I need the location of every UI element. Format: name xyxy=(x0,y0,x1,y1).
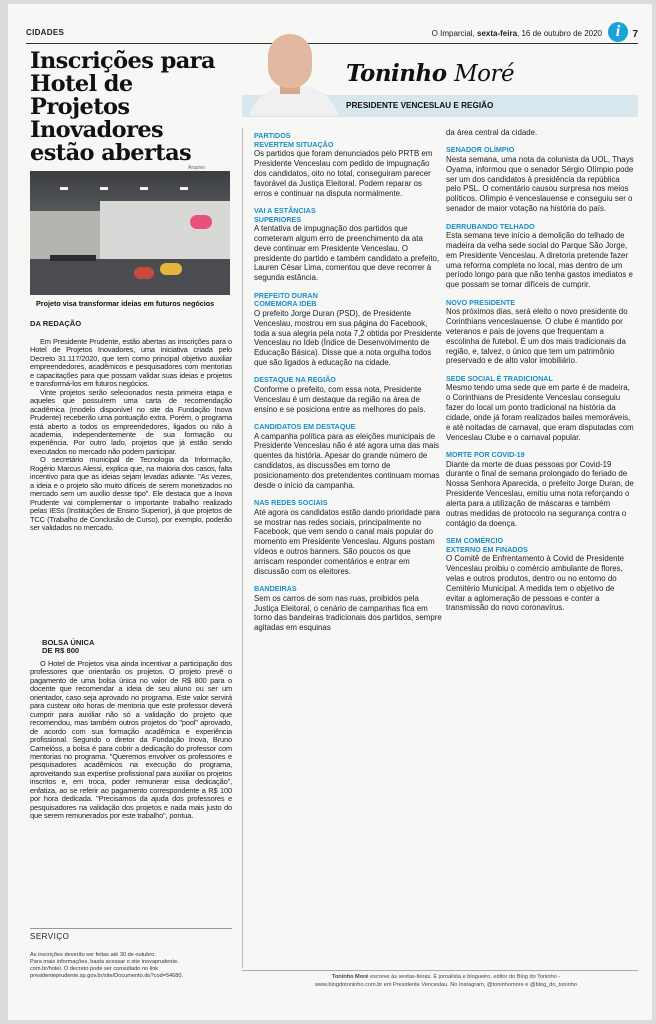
title-line: VAI A ESTÂNCIAS xyxy=(254,205,316,215)
photo-credit: Arquivo xyxy=(188,165,205,171)
title-line: REVERTEM SITUAÇÃO xyxy=(254,139,334,149)
column-item-text: Mesmo tendo uma sede que em parte é de madeira, o Corinthians de Presidente Venceslau conseguiu fazer do local um ponto tradicional na história da cidade, onde já foram realizados bailes memoráveis, e até noitadas de carnaval, que eram disputadas com Venceslau Clube e o carnaval popular. xyxy=(446,383,634,442)
column-item-text: Sem os carros de som nas ruas, proibidos pela Justiça Eleitoral, o cenário de campanhas fica em torno das bandeiras tradicionais dos partidos, sempre agitadas em esquinas xyxy=(254,593,442,633)
page-number: 7 xyxy=(632,29,638,40)
footer-author: Toninho Moré xyxy=(331,974,369,980)
article-photo xyxy=(30,171,230,295)
title-line: COMEMORA IDEB xyxy=(254,299,317,309)
article-subhead xyxy=(42,639,94,655)
newspaper-page xyxy=(8,4,652,1020)
title-line: SUPERIORES xyxy=(254,214,302,224)
weekday: sexta-feira xyxy=(477,29,518,38)
column-item-title xyxy=(446,299,634,308)
column-item-text: Nos próximos dias, será eleito o novo presidente do Corinthians venceslauense. O clube é mantido por veteranos e pais de jovens que frequentam a escolinha de futebol. É um dos mais tradicionais da região, e, talvez, o único que tem um patrimônio preservado e de alto valor imobiliário. xyxy=(446,307,628,366)
servico-line: com.br/hotel. O decreto pode ser consultado no link xyxy=(30,966,159,972)
publication-date xyxy=(432,29,602,38)
columnist-portrait xyxy=(246,32,342,116)
servico-divider xyxy=(30,928,232,929)
column-item-title xyxy=(254,207,442,224)
title-line: PARTIDOS xyxy=(254,131,291,140)
column-item-title xyxy=(254,423,442,432)
section-label: CIDADES xyxy=(26,28,65,37)
title-line: MORTE POR COVID-19 xyxy=(446,449,525,459)
column-item-title xyxy=(254,292,442,309)
title-line: PREFEITO DURAN xyxy=(254,290,318,300)
title-line: DESTAQUE NA REGIÃO xyxy=(254,375,336,385)
title-line: SENADOR OLÍMPIO xyxy=(446,145,515,155)
title-line: DERRUBANDO TELHADO xyxy=(446,221,535,231)
title-line: NOVO PRESIDENTE xyxy=(446,297,516,307)
article-paragraph: O Hotel de Projetos visa ainda incentivar a participação dos professores que orientarão os projetos. O projeto prevê o pagamento de uma bolsa única no valor de R$ 800 para o docente que recomendar a ideia de seu aluno ou ser um orientador, caso seja aprovado no programa. Este valor servirá para custear oito horas de mentoria que este professor deverá cumprir para auxiliar não só a validação do projeto que recomendou, mas também outros projetos do "pool" aprovado, de acordo com sua formação acadêmica e experiência profissional. Segundo o diretor da Fundação Inova, Bruno Carnelóss, a bolsa é para cobrir a dedicação do professor com mentorias no programa. "Queremos envolver os professores e pesquisadores acadêmicos na execução do programa, aproveitando sua expertise profissional para auxiliar os projetos inscritos e, em troca, poder remunerar essa dedicação", enfatiza, ao se referir ao pagamento correspondente a R$ 100 por hora dedicada. "Precisamos da ajuda dos professores e pesquisadores na validação dos projetos e nada mais justo do que serem remunerados por este trabalho", pontua. xyxy=(30,659,232,821)
column-item-text: Nesta semana, uma nota da colunista da UOL, Thays Oyama, informou que o senador Sérgio Olímpio pode ser um dos candidatos à presidência da república pelo PSL. O comentário causou surpresa nos meios políticos. Olímpio é venceslauense e conseguiu ser o senador de maior votação na história do país. xyxy=(446,154,634,214)
servico-line: presidenteprudente.sp.gov.br/site/Documento.do?cod=54680. xyxy=(30,973,184,979)
servico-line: As inscrições deverão ser feitas até 30 de outubro. xyxy=(30,952,156,958)
publication-name: O Imparcial, xyxy=(431,29,477,38)
column-item-title xyxy=(254,499,442,508)
column-item-text: A campanha política para as eleições municipais de Presidente Venceslau não é até agora uma das mais quentes da história. Apesar do grande número de candidatos, as discussões em torno de posicionamento dos pretendentes continuam mornas desde o início da campanha. xyxy=(254,431,440,490)
footer-divider xyxy=(242,970,638,971)
footer-line: escreve às sextas-feiras. É jornalista e blogueiro, editor do Blog do Toninho - xyxy=(368,974,561,980)
title-line: SEDE SOCIAL É TRADICIONAL xyxy=(446,373,553,383)
date: , 16 de outubro de 2020 xyxy=(517,29,602,38)
column-item-title xyxy=(254,585,442,594)
column-left xyxy=(254,132,442,642)
title-line: SEM COMÉRCIO xyxy=(446,535,504,545)
article-body-part1 xyxy=(30,338,232,532)
servico-title: SERVIÇO xyxy=(30,932,70,941)
columnist-name xyxy=(346,60,514,87)
column-separator xyxy=(242,128,243,968)
article-body-part2 xyxy=(30,660,232,821)
column-item-text: Os partidos que foram denunciados pelo PRTB em Presidente Venceslau com pedido de impugnação dos candidatos, oito no total, conseguiram parecer favorável da Justiça Eleitoral. Podem reparar os erros e continuar na disputa normalmente. xyxy=(254,149,433,198)
column-footer xyxy=(256,973,636,989)
column-item-title xyxy=(446,146,634,155)
title-line: EXTERNO EM FINADOS xyxy=(446,544,528,554)
column-item-text: Conforme o prefeito, com essa nota, Presidente Venceslau é um destaque da região na área de ensino e se posiciona entre as melhores do país. xyxy=(254,385,426,414)
title-line: NAS REDES SOCIAIS xyxy=(254,498,328,508)
article-paragraph: O secretário municipal de Tecnologia da Informação, Rogério Marcus Alessi, explica que, na maioria dos casos, falta incentivo para que as ideias sejam levadas adiante. "As vezes, a ideia e o projeto são muito difíceis de serem monetizados no mercado sem um auxílio desse tipo". Ele destaca que a Inova Prudente vai complementar o importante trabalho realizado pelas IESs (Instituições de Ensino Superior), já que projetos de TCC (Trabalho de Conclusão de Curso), por exemplo, poderão ser validados no mercado. xyxy=(30,455,232,532)
article-paragraph: Em Presidente Prudente, estão abertas as inscrições para o Hotel de Projetos Inovadores, uma iniciativa criada pelo Decreto 31.117/2020, que tem como principal objetivo auxiliar empreendedores, acadêmicos e pesquisadores com mentorias e capacitações para que possam validar suas ideias e projetos e transformá-los em futuros negócios. xyxy=(30,337,232,389)
article-headline: Inscrições para Hotel de Projetos Inovadores estão abertas xyxy=(30,48,215,166)
column-right xyxy=(446,128,634,622)
article-paragraph: Vinte projetos serão selecionados nesta primeira etapa e aqueles que possuírem uma carta de recomendação acadêmica (modelo disponível no site da Fundação Inova Prudente) receberão uma pontuação extra. Porém, o programa está aberto a todos os empreendedores, ligados ou não à academia, independentemente de sua formação ou experiência. Por outro lado, projetos que já estão sendo executados no mercado não podem participar. xyxy=(30,387,232,456)
column-item-title xyxy=(446,537,634,554)
column-region: PRESIDENTE VENCESLAU E REGIÃO xyxy=(346,101,494,110)
servico-line: Para mais informações, basta acessar o site inovaprudente. xyxy=(30,959,179,965)
column-item-text: O Comitê de Enfrentamento à Covid de Presidente Venceslau proibiu o comércio ambulante de flores, velas e outros produtos, dentro ou no entorno do Cemitério Municipal. A medida tem o objetivo de evitar a aglomeração de pessoas e conter a transmissão do novo coronavírus. xyxy=(446,554,625,613)
columnist-first-name: Toninho xyxy=(346,60,447,87)
byline: DA REDAÇÃO xyxy=(30,319,82,328)
column-item-title xyxy=(254,132,442,149)
column-lead-text: da área central da cidade. xyxy=(446,128,538,137)
photo-caption: Projeto visa transformar ideias em futuros negócios xyxy=(36,299,215,308)
column-item-title xyxy=(254,376,442,385)
column-item-text: Diante da morte de duas pessoas por Covid-19 durante o final de semana prolongado do feriado de Nossa Senhora Aparecida, o prefeito Jorge Duran, de Presidente Venceslau, emitiu uma nota reforçando o alerta para a utilização de máscaras e também outras medidas de protocolo na segurança contra o contágio da doença. xyxy=(446,459,634,528)
title-line: BANDEIRAS xyxy=(254,584,297,594)
title-line: CANDIDATOS EM DESTAQUE xyxy=(254,422,356,432)
column-item-title xyxy=(446,223,634,232)
column-item-text: A tentativa de impugnação dos partidos que cometeram algum erro de preenchimento da ata deve continuar em Presidente Venceslau. O presidente do partido e também candidato a prefeito, Lauren César Lima, comentou que deve recorrer à segunda estância. xyxy=(254,224,440,283)
column-item-text: O prefeito Jorge Duran (PSD), de Presidente Venceslau, mostrou em sua página do Facebook, toda a sua alegria pela nota 7,2 obtida por Presidente Venceslau no Ideb (Índice de Desenvolvimento de Educação Básica). Disse que a nota orgulha todos que são ligados à educação na cidade. xyxy=(254,308,442,368)
column-item-text: Esta semana teve início a demolição do telhado de madeira da velha sede social do Parque São Jorge, em Presidente Venceslau. A diretoria pretende fazer uma reforma completa no local, mas dentro de um período longo para que não tenha gastos imediatos e que possam se tornar difíceis de cumprir. xyxy=(446,231,633,290)
subhead-line: DE R$ 800 xyxy=(42,646,80,655)
column-item-title xyxy=(446,451,634,460)
footer-line: www.blogdotoninho.com.br em Presidente Venceslau. No Instagram, @toninhomore e @blog_do_toninho xyxy=(315,982,577,988)
servico-box xyxy=(30,952,232,980)
newspaper-logo-icon: i xyxy=(608,22,628,42)
columnist-last-name: Moré xyxy=(454,61,515,87)
column-item-title xyxy=(446,375,634,384)
subhead-line: BOLSA ÚNICA xyxy=(42,638,95,647)
column-item-text: Até agora os candidatos estão dando prioridade para se mostrar nas redes sociais, principalmente no Facebook, que vem sendo o canal mais popular do momento em Presidente Venceslau. Alguns postam vídeos e outros banners. São poucos os que arriscam responder comentários e entrar em discussão com os eleitores. xyxy=(254,507,441,576)
